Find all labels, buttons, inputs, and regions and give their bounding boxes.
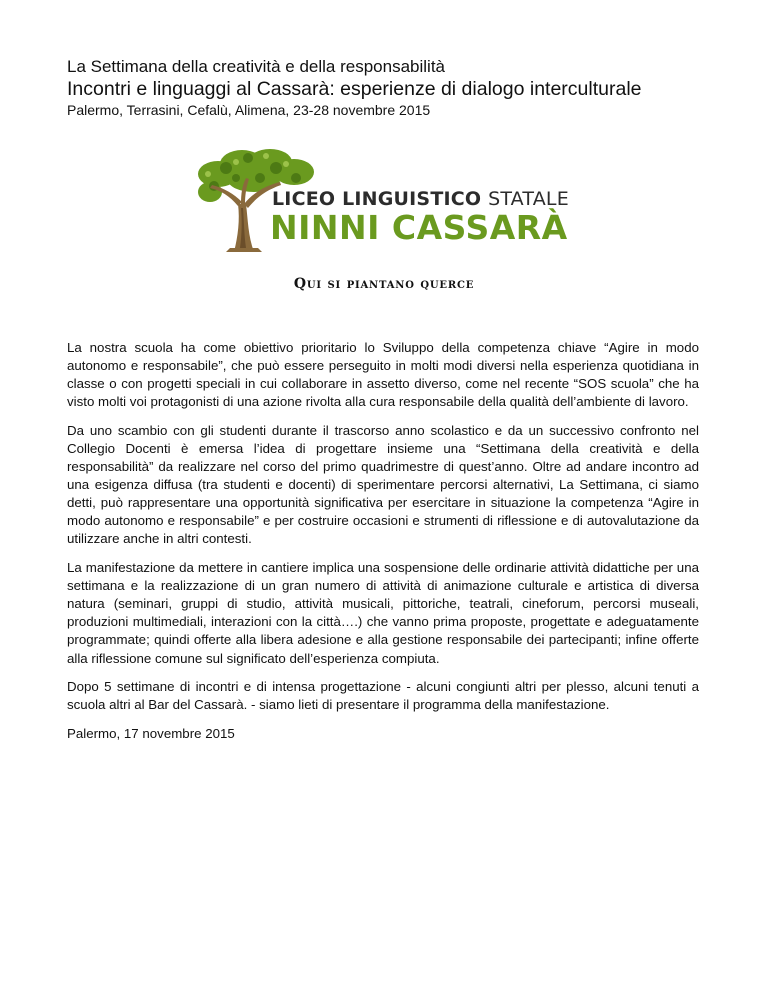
logo-school-type-regular: STATALE bbox=[488, 188, 569, 210]
logo-school-type-bold: LICEO LINGUISTICO bbox=[272, 188, 482, 210]
event-title: La Settimana della creatività e della responsabilità bbox=[67, 57, 446, 76]
section-heading: Qui si piantano querce bbox=[293, 276, 475, 292]
event-place-date: Palermo, Terrasini, Cefalù, Alimena, 23-28 novembre 2015 bbox=[67, 102, 431, 118]
paragraph: Da uno scambio con gli studenti durante il trascorso anno scolastico e da un successivo confronto nel Collegio Docenti è emersa l’idea di progettare insieme una “Settimana della creatività e della responsabilità” da realizzare nel corso del primo quadrimestre di quest’anno. Oltre ad andare incontro ad una esigenza diffusa (tra studenti e docenti) di sperimentare percorsi alternativi, La Settimana, ci siamo detti, può rappresentare una opportunità significativa per esercitare in situazione la competenza “Agire in modo autonomo e responsabile” e per costruire occasioni e strumenti di riflessione e di autovalutazione da utilizzare anche in altri contesti. bbox=[67, 422, 699, 547]
paragraph: La nostra scuola ha come obiettivo prioritario lo Sviluppo della competenza chiave “Agire in modo autonomo e responsabile”, che può essere perseguito in molti modi diversi nella esperienza quotidiana in classe o con progetti speciali in cui collaborare in assetto diverso, come nel recente “SOS scuola” che ha visto molti voi protagonisti di una azione rivolta alla cura responsabile della qualità dell’ambiente di lavoro. bbox=[67, 340, 699, 410]
paragraph: Dopo 5 settimane di incontri e di intensa progettazione - alcuni congiunti altri per plesso, alcuni tenuti a scuola altri al Bar del Cassarà. - siamo lieti di presentare il programma della manifestazione. bbox=[67, 679, 699, 713]
body-text bbox=[67, 339, 699, 753]
logo-school-type bbox=[272, 188, 569, 210]
paragraph: La manifestazione da mettere in cantiere implica una sospensione delle ordinarie attività didattiche per una settimana e la realizzazione di un gran numero di attività di animazione culturale e artistica di diversa natura (seminari, gruppi di studio, attività musicali, pittoriche, teatrali, cineforum, percorsi museali, produzioni multimediali, interazioni con la città….) che vanno prima proposte, progettate e adeguatamente programmate; quindi offerte alla libera adesione e alla gestione responsabile dei partecipanti; infine offerte alla riflessione comune sul significato dell’esperienza compiuta. bbox=[67, 560, 699, 666]
signature-date: Palermo, 17 novembre 2015 bbox=[67, 725, 235, 741]
school-logo bbox=[196, 148, 581, 256]
event-subtitle: Incontri e linguaggi al Cassarà: esperienze di dialogo interculturale bbox=[67, 78, 642, 100]
logo-school-name: NINNI CASSARÀ bbox=[270, 208, 568, 247]
